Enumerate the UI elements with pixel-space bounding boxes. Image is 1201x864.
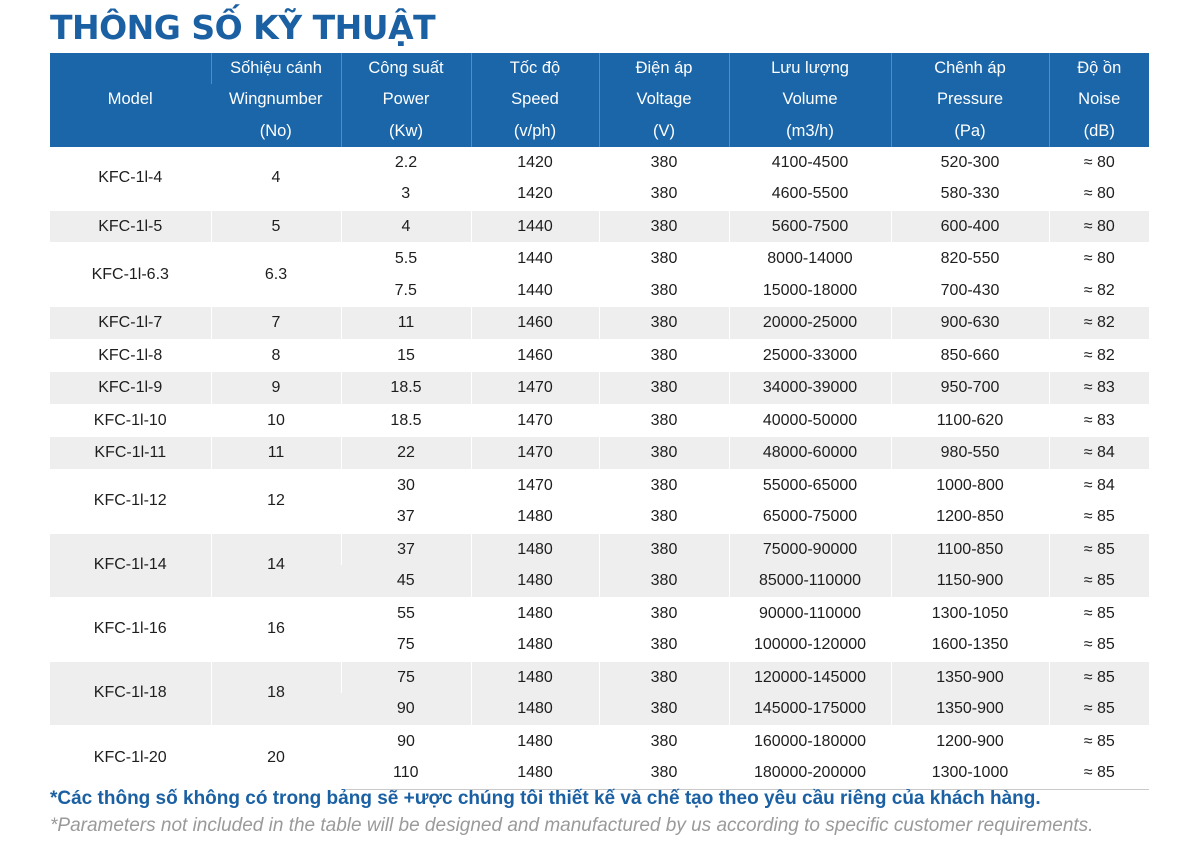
cell-model: KFC-1l-6.3 [50,243,211,307]
cell-voltage: 380 [599,597,729,629]
cell-voltage: 380 [599,307,729,340]
cell-wing: 12 [211,469,341,533]
cell-voltage: 380 [599,243,729,275]
cell-pressure: 1600-1350 [891,629,1049,661]
cell-model: KFC-1l-20 [50,725,211,789]
cell-wing: 7 [211,307,341,340]
cell-noise: ≈ 85 [1049,725,1149,757]
cell-noise: ≈ 83 [1049,404,1149,437]
cell-voltage: 380 [599,533,729,565]
table-row [50,339,1149,372]
cell-speed: 1480 [471,565,599,597]
specs-table [50,53,1149,790]
col-header-noise-en: Noise [1049,84,1149,115]
cell-voltage: 380 [599,501,729,533]
cell-voltage: 380 [599,275,729,307]
cell-speed: 1480 [471,501,599,533]
cell-speed: 1420 [471,178,599,210]
table-row [50,533,1149,565]
cell-model: KFC-1l-7 [50,307,211,340]
cell-power: 3 [401,185,411,203]
cell-speed: 1470 [471,437,599,470]
cell-pressure: 1100-620 [891,404,1049,437]
table-row [50,597,1149,629]
cell-pressure: 1000-800 [891,469,1049,501]
cell-voltage: 380 [599,757,729,789]
cell-volume: 90000-110000 [729,597,891,629]
cell-volume: 25000-33000 [729,339,891,372]
cell-volume: 55000-65000 [729,469,891,501]
header-row [50,84,1149,115]
cell-power: 30 [341,469,471,501]
cell-speed: 1480 [471,757,599,789]
cell-pressure: 1350-900 [891,661,1049,693]
col-header-pressure-unit: (Pa) [891,116,1049,147]
cell-speed: 1480 [471,629,599,661]
cell-model: KFC-1l-16 [50,597,211,661]
cell-volume: 4100-4500 [729,147,891,179]
cell-pressure: 520-300 [891,147,1049,179]
cell-volume: 100000-120000 [729,629,891,661]
cell-wing: 16 [211,597,341,661]
cell-noise: ≈ 80 [1049,210,1149,243]
table-row [50,404,1149,437]
table-header [50,53,1149,147]
cell-volume: 48000-60000 [729,437,891,470]
col-header-model: Model [50,53,211,147]
cell-power: 90 [341,725,471,757]
cell-power: 45 [341,565,471,597]
cell-pressure: 950-700 [891,372,1049,405]
cell-voltage: 380 [599,210,729,243]
cell-pressure: 1200-900 [891,725,1049,757]
cell-noise: ≈ 84 [1049,469,1149,501]
cell-pressure: 900-630 [891,307,1049,340]
col-header-power-en: Power [341,84,471,115]
cell-noise: ≈ 85 [1049,693,1149,725]
cell-speed: 1440 [471,210,599,243]
cell-speed: 1470 [471,372,599,405]
cell-speed: 1470 [471,469,599,501]
cell-pressure: 1300-1000 [891,757,1049,789]
cell-model: KFC-1l-18 [50,661,211,725]
cell-volume: 85000-110000 [729,565,891,597]
col-header-speed-unit: (v/ph) [471,116,599,147]
cell-voltage: 380 [599,725,729,757]
cell-power: 7.5 [394,281,417,299]
cell-voltage: 380 [599,629,729,661]
cell-speed: 1480 [471,533,599,565]
cell-speed: 1480 [471,661,599,693]
cell-pressure: 1150-900 [891,565,1049,597]
header-row [50,116,1149,147]
cell-power: 5.5 [341,243,471,275]
cell-power: 15 [341,339,471,372]
col-header-voltage-en: Voltage [599,84,729,115]
note-vietnamese: *Các thông số không có trong bảng sẽ +ược chúng tôi thiết kế và chế tạo theo yêu cầu riêng của khách hàng. [50,788,1041,809]
table-row [50,372,1149,405]
cell-voltage: 380 [599,693,729,725]
col-header-speed-en: Speed [471,84,599,115]
col-header-volume-vi: Lưu lượng [729,53,891,84]
cell-volume: 15000-18000 [729,275,891,307]
cell-wing: 20 [211,725,341,789]
cell-pressure: 850-660 [891,339,1049,372]
cell-model: KFC-1l-10 [50,404,211,437]
cell-model: KFC-1l-9 [50,372,211,405]
cell-voltage: 380 [599,404,729,437]
cell-pressure: 1100-850 [891,533,1049,565]
cell-volume: 145000-175000 [729,693,891,725]
cell-noise: ≈ 80 [1049,178,1149,210]
cell-noise: ≈ 82 [1049,307,1149,340]
cell-noise: ≈ 85 [1049,629,1149,661]
cell-volume: 120000-145000 [729,661,891,693]
cell-voltage: 380 [599,661,729,693]
cell-wing: 14 [211,533,341,597]
cell-wing: 5 [211,210,341,243]
cell-volume: 20000-25000 [729,307,891,340]
cell-voltage: 380 [599,437,729,470]
cell-noise: ≈ 85 [1049,757,1149,789]
col-header-noise-unit: (dB) [1049,116,1149,147]
cell-pressure: 820-550 [891,243,1049,275]
cell-speed: 1480 [471,725,599,757]
cell-noise: ≈ 85 [1049,597,1149,629]
cell-wing: 18 [211,661,341,725]
cell-power: 4 [341,210,471,243]
cell-model: KFC-1l-8 [50,339,211,372]
table-row [50,243,1149,275]
cell-power: 55 [341,597,471,629]
cell-wing: 9 [211,372,341,405]
cell-noise: ≈ 85 [1049,661,1149,693]
cell-pressure: 700-430 [891,275,1049,307]
cell-wing: 4 [211,147,341,211]
table-row [50,661,1149,693]
cell-pressure: 580-330 [891,178,1049,210]
cell-wing: 11 [211,437,341,470]
cell-speed: 1470 [471,404,599,437]
cell-power: 75 [396,636,415,654]
table-row [50,307,1149,340]
page-title: THÔNG SỐ KỸ THUẬT [50,8,436,47]
cell-model: KFC-1l-12 [50,469,211,533]
cell-noise: ≈ 85 [1049,501,1149,533]
col-header-volume-unit: (m3/h) [729,116,891,147]
cell-volume: 8000-14000 [729,243,891,275]
cell-model: KFC-1l-4 [98,169,163,187]
cell-noise: ≈ 82 [1049,339,1149,372]
cell-voltage: 380 [599,372,729,405]
cell-volume: 40000-50000 [729,404,891,437]
cell-noise: ≈ 85 [1049,565,1149,597]
col-header-voltage-unit: (V) [599,116,729,147]
cell-noise: ≈ 80 [1049,243,1149,275]
cell-pressure: 980-550 [891,437,1049,470]
col-header-voltage-vi: Điện áp [599,53,729,84]
table-body [50,147,1149,790]
cell-noise: ≈ 83 [1049,372,1149,405]
cell-noise: ≈ 80 [1049,147,1149,179]
col-header-speed-vi: Tốc độ [471,53,599,84]
table-row [50,210,1149,243]
col-header-volume-en: Volume [729,84,891,115]
cell-speed: 1460 [471,339,599,372]
col-header-wing-en: Wingnumber [211,84,341,115]
table-row [50,437,1149,470]
col-header-power-unit: (Kw) [341,116,471,147]
cell-power: 75 [341,661,471,693]
table-row [50,469,1149,501]
cell-wing: 6.3 [211,243,341,307]
cell-wing: 8 [211,339,341,372]
cell-voltage: 380 [599,178,729,210]
col-header-power-vi: Công suất [341,53,471,84]
col-header-pressure-vi: Chênh áp [891,53,1049,84]
cell-wing: 10 [211,404,341,437]
cell-pressure: 1300-1050 [891,597,1049,629]
cell-pressure: 600-400 [891,210,1049,243]
col-header-noise-vi: Độ ồn [1049,53,1149,84]
cell-voltage: 380 [599,565,729,597]
col-header-pressure-en: Pressure [891,84,1049,115]
cell-power: 18.5 [341,372,471,405]
cell-speed: 1480 [471,693,599,725]
cell-model: KFC-1l-11 [50,437,211,470]
cell-power: 90 [341,693,471,725]
table-row [50,725,1149,757]
cell-noise: ≈ 85 [1049,533,1149,565]
cell-pressure: 1200-850 [891,501,1049,533]
col-header-wing-vi: Sốhiệu cánh [211,53,341,84]
cell-model: KFC-1l-14 [50,533,211,597]
cell-volume: 5600-7500 [729,210,891,243]
cell-power: 22 [341,437,471,470]
cell-volume: 65000-75000 [729,501,891,533]
cell-power: 37 [341,533,471,565]
header-row [50,53,1149,84]
cell-speed: 1480 [471,597,599,629]
cell-noise: ≈ 82 [1049,275,1149,307]
table-row [50,147,1149,179]
cell-speed: 1440 [471,243,599,275]
cell-power: 37 [396,508,415,526]
cell-volume: 180000-200000 [729,757,891,789]
cell-noise: ≈ 84 [1049,437,1149,470]
cell-pressure: 1350-900 [891,693,1049,725]
cell-voltage: 380 [599,147,729,179]
cell-volume: 34000-39000 [729,372,891,405]
cell-volume: 75000-90000 [729,533,891,565]
cell-volume: 4600-5500 [729,178,891,210]
col-header-wing-unit: (No) [211,116,341,147]
cell-power: 11 [341,307,471,340]
cell-speed: 1420 [471,147,599,179]
cell-speed: 1440 [471,275,599,307]
note-english: *Parameters not included in the table will be designed and manufactured by us according to specific customer requirements. [50,815,1094,836]
cell-power: 110 [341,757,471,789]
cell-voltage: 380 [599,339,729,372]
cell-model: KFC-1l-5 [50,210,211,243]
cell-speed: 1460 [471,307,599,340]
cell-voltage: 380 [599,469,729,501]
cell-power: 18.5 [341,404,471,437]
cell-volume: 160000-180000 [729,725,891,757]
cell-power: 2.2 [341,147,471,179]
